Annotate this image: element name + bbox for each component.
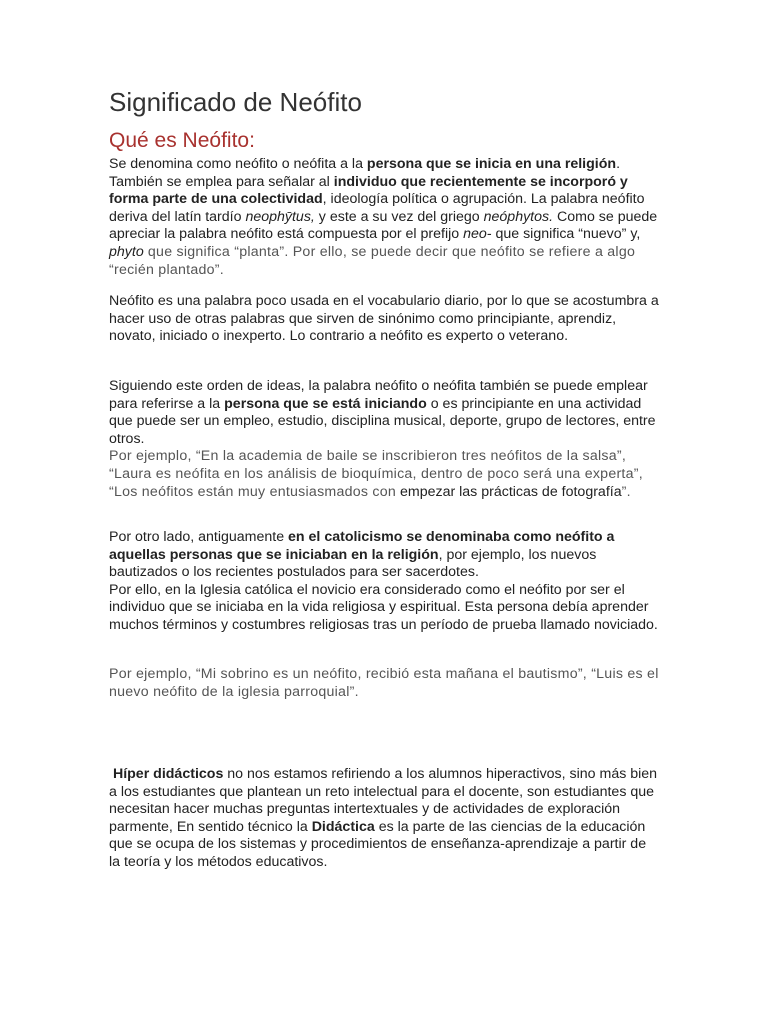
italic-text: neophȳtus, <box>245 208 315 225</box>
page-title: Significado de Neófito <box>109 87 362 117</box>
section-heading: Qué es Neófito: <box>109 129 255 152</box>
text: Por ello, en la Iglesia católica el novicio era considerado como el neófito por ser el individuo que se iniciaba en la vida religiosa y espiritual. Esta persona debía aprender muchos términos y costumbres religiosas tras un período de prueba llamado noviciado. <box>109 581 658 633</box>
text: no nos estamos refiriendo a los alumnos hiperactivos, sino más bien a los estudiantes que plantean un reto intelectual para el docente, son estudiantes que necesitan hacer muchas preguntas intertextuales y de actividades de exploración parmente, En sentido técnico la <box>109 766 658 835</box>
bold-text: persona que se está iniciando <box>224 395 427 412</box>
paragraph-beginner <box>109 378 661 501</box>
bold-text: individuo que recientemente se incorporó y forma parte de una colectividad <box>109 173 628 208</box>
italic-text: phyto <box>109 243 144 260</box>
bold-text: persona que se inicia en una religión <box>366 156 617 172</box>
paragraph-usage: Neófito es una palabra poco usada en el vocabulario diario, por lo que se acostumbra a hacer uso de otras palabras que sirven de sinónimo como principiante, aprendiz, novato, iniciado o inexperto. Lo contrario a neófito es experto o veterano. <box>109 293 659 345</box>
text: que significa “nuevo” y, <box>491 226 641 243</box>
paragraph-hiper-didacticos <box>109 766 661 872</box>
text: Se denomina como neófito o neófita a la <box>109 156 367 172</box>
paragraph-catholicism <box>109 529 661 635</box>
example-text: Por ejemplo, “En la academia de baile se inscribieron tres neófitos de la salsa”, “Laura es neófita en los análisis de bioquímica, dentro de poco será una experta”, “Los neófitos están muy entusiasmados con <box>109 448 643 500</box>
example-text: empezar las prácticas de fotografía <box>396 483 622 500</box>
bold-text: Híper didácticos <box>112 766 224 782</box>
italic-text: neo- <box>463 226 492 243</box>
text: Siguiendo este orden de ideas, la palabra neófito o neófita también se puede emplear para referirse a la <box>109 378 648 412</box>
example-text: ”. <box>621 483 631 500</box>
text: . También se emplea para señalar al <box>109 156 621 190</box>
text: Como se puede apreciar la palabra neófito está compuesta por el prefijo <box>109 208 658 243</box>
text: o es principiante en una actividad que puede ser un empleo, estudio, disciplina musical, deporte, grupo de lectores, entre otros. <box>109 395 656 447</box>
text: Por otro lado, antiguamente <box>109 529 289 545</box>
text: es la parte de las ciencias de la educación que se ocupa de los sistemas y procedimientos de enseñanza-aprendizaje a partir de la teoría y los métodos educativos. <box>109 818 647 870</box>
bold-text: en el catolicismo se denominaba como neófito a aquellas personas que se iniciaban en la religión <box>109 529 615 563</box>
text: y este a su vez del griego <box>314 208 484 225</box>
bold-text: Didáctica <box>311 818 375 835</box>
text: , por ejemplo, los nuevos bautizados o los recientes postulados para ser sacerdotes. <box>109 546 597 581</box>
text: , ideología política o agrupación. La palabra neófito deriva del latín tardío <box>109 191 645 225</box>
paragraph-definition <box>109 156 661 279</box>
paragraph-example: Por ejemplo, “Mi sobrino es un neófito, recibió esta mañana el bautismo”, “Luis es el nuevo neófito de la iglesia parroquial”. <box>109 666 659 700</box>
text: que significa “planta”. Por ello, se puede decir que neófito se refiere a algo “recién plantado”. <box>109 243 636 278</box>
italic-text: neóphytos. <box>483 208 554 225</box>
